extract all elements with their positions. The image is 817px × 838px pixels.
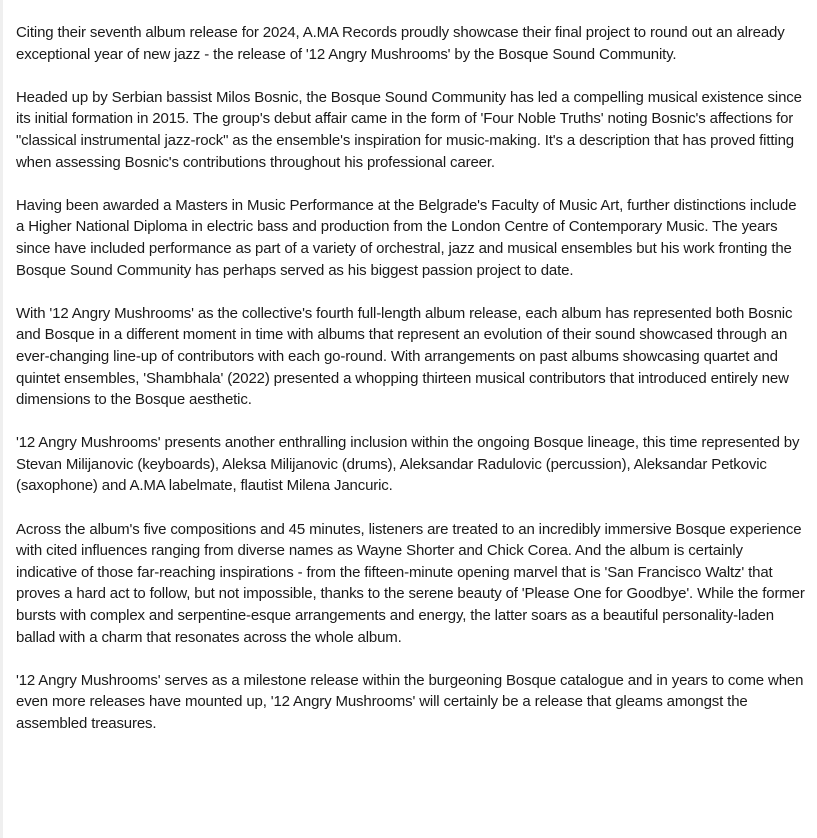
paragraph-intro: Citing their seventh album release for 2024, A.MA Records proudly showcase their final project to round out an already exceptional year of new jazz - the release of '12 Angry Mushrooms' by the Bosque Sound Community. — [16, 24, 785, 63]
paragraph-discography: With '12 Angry Mushrooms' as the collective's fourth full-length album release, each album has represented both Bosnic and Bosque in a different moment in time with albums that represent an evolution of their sound showcased through an ever-changing line-up of contributors with each go-round. With arrangements on past albums showcasing quartet and quintet ensembles, 'Shambhala' (2022) presented a whopping thirteen musical contributors that introduced entirely new dimensions to the Bosque aesthetic. — [16, 304, 793, 409]
paragraph-background: Headed up by Serbian bassist Milos Bosnic, the Bosque Sound Community has led a compelling musical existence since its initial formation in 2015. The group's debut affair came in the form of 'Four Noble Truths' noting Bosnic's affections for "classical instrumental jazz-rock" as the ensemble's inspiration for music-making. It's a description that has proved fitting when assessing Bosnic's contributions throughout his professional career. — [16, 88, 802, 171]
article-body — [16, 22, 806, 756]
paragraph-conclusion: '12 Angry Mushrooms' serves as a milestone release within the burgeoning Bosque catalogue and in years to come when even more releases have mounted up, '12 Angry Mushrooms' will certainly be a release that gleams amongst the assembled treasures. — [16, 671, 804, 732]
paragraph-education: Having been awarded a Masters in Music Performance at the Belgrade's Faculty of Music Art, further distinctions include a Higher National Diploma in electric bass and production from the London Centre of Contemporary Music. The years since have included performance as part of a variety of orchestral, jazz and musical ensembles but his work fronting the Bosque Sound Community has perhaps served as his biggest passion project to date. — [16, 196, 797, 279]
paragraph-review: Across the album's five compositions and 45 minutes, listeners are treated to an incredibly immersive Bosque experience with cited influences ranging from diverse names as Wayne Shorter and Chick Corea. And the album is certainly indicative of those far-reaching inspirations - from the fifteen-minute opening marvel that is 'San Francisco Waltz' that proves a hard act to follow, but not impossible, thanks to the serene beauty of 'Please One for Goodbye'. While the former bursts with complex and serpentine-esque arrangements and energy, the latter soars as a beautiful personality-laden ballad with a charm that resonates across the whole album. — [16, 520, 805, 646]
paragraph-lineup: '12 Angry Mushrooms' presents another enthralling inclusion within the ongoing Bosque lineage, this time represented by Stevan Milijanovic (keyboards), Aleksa Milijanovic (drums), Aleksandar Radulovic (percussion), Aleksandar Petkovic (saxophone) and A.MA labelmate, flautist Milena Jancuric. — [16, 434, 800, 495]
left-border-strip — [0, 0, 3, 838]
